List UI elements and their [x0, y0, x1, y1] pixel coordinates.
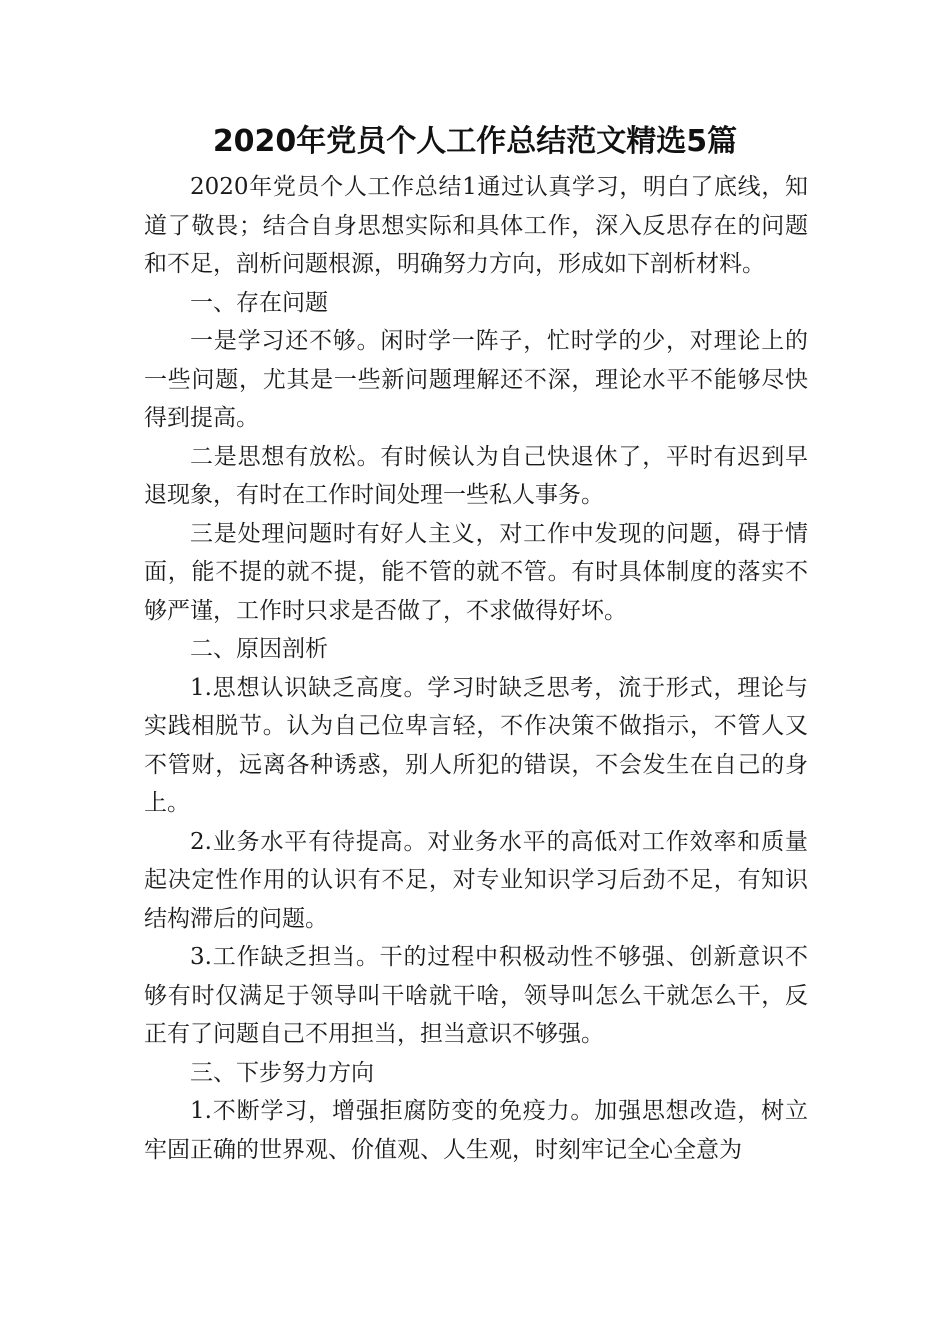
paragraph-cause-3: 3.工作缺乏担当。干的过程中积极动性不够强、创新意识不够有时仅满足于领导叫干啥就干啥，领导叫怎么干就怎么干，反正有了问题自己不用担当，担当意识不够强。 — [144, 944, 808, 1047]
section-heading-direction: 三、下步努力方向 — [190, 1059, 374, 1086]
paragraph-cause-2: 2.业务水平有待提高。对业务水平的高低对工作效率和质量起决定性作用的认识有不足，对专业知识学习后劲不足，有知识结构滞后的问题。 — [144, 828, 808, 932]
paragraph-problem-1: 一是学习还不够。闲时学一阵子，忙时学的少，对理论上的一些问题，尤其是一些新问题理解还不深，理论水平不能够尽快得到提高。 — [144, 328, 808, 431]
paragraph-problem-2: 二是思想有放松。有时候认为自己快退休了，平时有迟到早退现象，有时在工作时间处理一些私人事务。 — [144, 443, 808, 508]
paragraph-problem-3: 三是处理问题时有好人主义，对工作中发现的问题，碍于情面，能不提的就不提，能不管的就不管。有时具体制度的落实不够严谨，工作时只求是否做了，不求做得好坏。 — [144, 520, 808, 624]
paragraph-intro: 2020年党员个人工作总结1通过认真学习，明白了底线，知道了敬畏；结合自身思想实际和具体工作，深入反思存在的问题和不足，剖析问题根源，明确努力方向，形成如下剖析材料。 — [144, 174, 808, 277]
section-heading-problems: 一、存在问题 — [190, 289, 328, 316]
document-title: 2020年党员个人工作总结范文精选5篇 — [212, 124, 738, 159]
paragraph-direction-1: 1.不断学习，增强拒腐防变的免疫力。加强思想改造，树立牢固正确的世界观、价值观、人生观，时刻牢记全心全意为 — [144, 1098, 808, 1163]
paragraph-cause-1: 1.思想认识缺乏高度。学习时缺乏思考，流于形式，理论与实践相脱节。认为自己位卑言轻，不作决策不做指示，不管人又不管财，远离各种诱惑，别人所犯的错误，不会发生在自己的身上。 — [144, 674, 808, 816]
section-heading-causes: 二、原因剖析 — [190, 636, 328, 662]
document-body — [144, 168, 808, 1169]
